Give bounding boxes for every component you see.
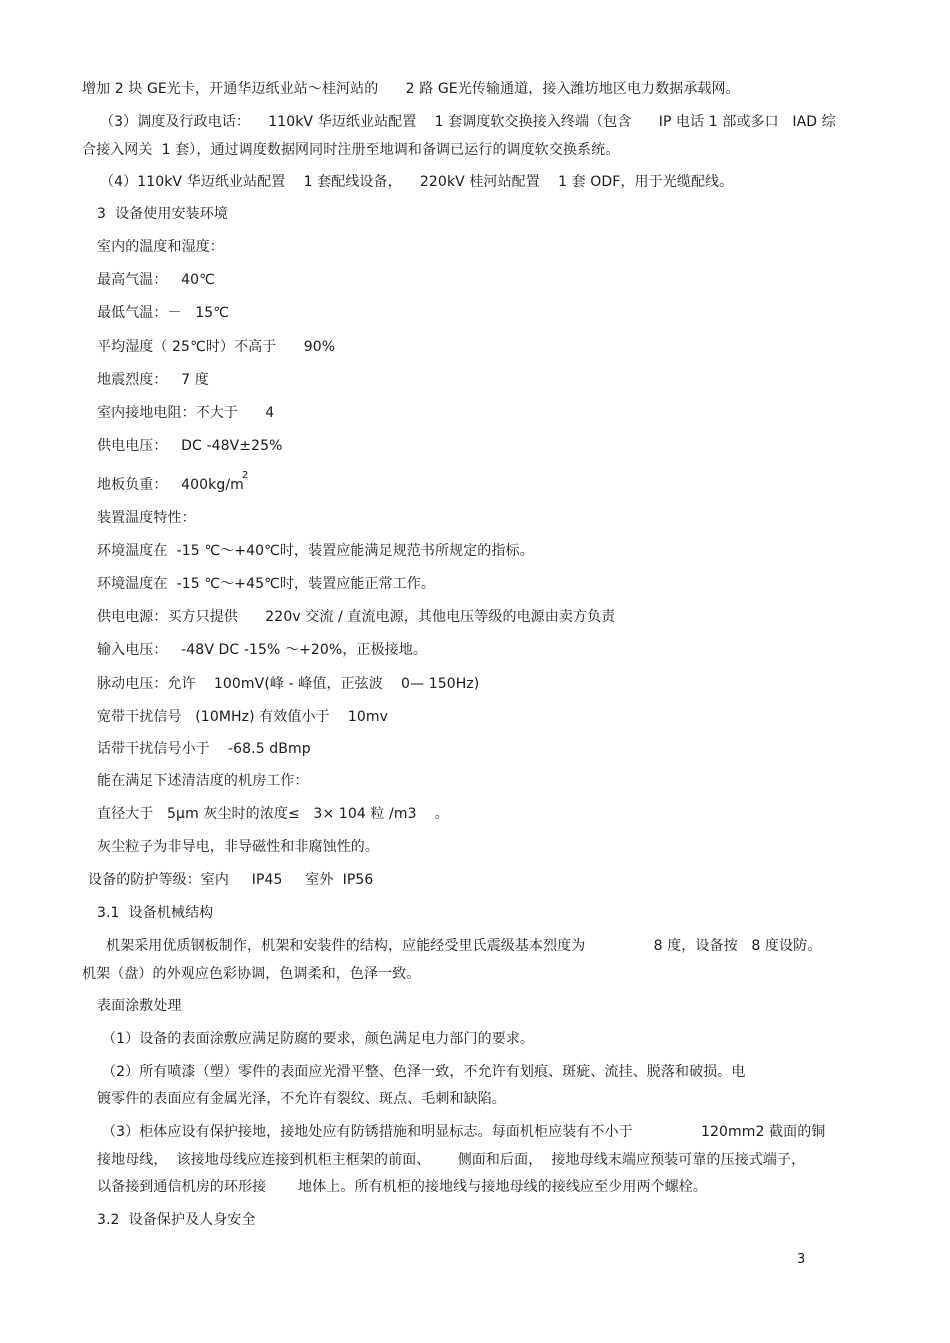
text-line: 以备接到通信机房的环形接 地体上。所有机柜的接地线与接地母线的接线应至少用两个螺栓。 — [97, 1179, 707, 1195]
text-line: 输入电压： -48V DC -15% ～+20%，正极接地。 — [97, 642, 427, 658]
superscript: 2 — [242, 470, 249, 481]
text-line: 平均湿度（ 25℃时）不高于 90% — [97, 339, 336, 355]
text-line: 机架采用优质钢板制作，机架和安装件的结构，应能经受里氏震级基本烈度为 8 度，设备按 8 度设防。 — [106, 938, 822, 954]
section-heading: 3 设备使用安装环境 — [97, 206, 228, 222]
section-heading: 3.2 设备保护及人身安全 — [97, 1212, 256, 1228]
text-line: 装置温度特性： — [97, 510, 196, 526]
text-line: （1）设备的表面涂敷应满足防腐的要求，颜色满足电力部门的要求。 — [102, 1031, 535, 1047]
text-line: （4）110kV 华迈纸业站配置 1 套配线设备， 220kV 桂河站配置 1 套 ODF，用于光缆配线。 — [100, 174, 734, 190]
text-line: 能在满足下述清洁度的机房工作： — [97, 773, 309, 789]
text-line: 室内接地电阻：不大于 4 — [97, 405, 275, 421]
text-line: 接地母线， 该接地母线应连接到机柜主框架的前面、 侧面和后面， 接地母线末端应预装可靠的压接式端子， — [97, 1152, 806, 1168]
page-number: 3 — [797, 1252, 806, 1267]
text-line: （2）所有喷漆（塑）零件的表面应光滑平整、色泽一致，不允许有划痕、斑疵、流挂、脱落和破损。电 — [102, 1064, 746, 1080]
text-line: 地板负重： 400kg/m — [97, 477, 244, 493]
section-heading: 3.1 设备机械结构 — [97, 905, 214, 921]
text-line: 宽带干扰信号 (10MHz) 有效值小于 10mv — [97, 709, 389, 725]
text-line: 最高气温： 40℃ — [97, 272, 215, 288]
text-line: 增加 2 块 GE光卡，开通华迈纸业站～桂河站的 2 路 GE光传输通道，接入潍坊地区电力数据承载网。 — [82, 81, 740, 97]
text-line: 室内的温度和湿度： — [97, 239, 224, 255]
text-line: 表面涂敷处理 — [97, 998, 182, 1014]
text-line: 直径大于 5μm 灰尘时的浓度≤ 3× 104 粒 /m3 。 — [97, 806, 449, 822]
text-line: 镀零件的表面应有金属光泽，不允许有裂纹、斑点、毛刺和缺陷。 — [97, 1091, 506, 1107]
text-line: 合接入网关 1 套），通过调度数据网同时注册至地调和备调已运行的调度软交换系统。 — [82, 142, 620, 158]
text-line: （3）柜体应设有保护接地，接地处应有防锈措施和明显标志。每面机柜应装有不小于 120mm2 截面的铜 — [102, 1124, 826, 1140]
text-line: 地震烈度： 7 度 — [97, 372, 209, 388]
text-line: 话带干扰信号小于 -68.5 dBmp — [97, 741, 311, 757]
text-line: 脉动电压：允许 100mV(峰 - 峰值，正弦波 0— 150Hz) — [97, 676, 480, 692]
text-line: 最低气温：－ 15℃ — [97, 305, 230, 321]
text-line: 设备的防护等级：室内 IP45 室外 IP56 — [88, 872, 374, 888]
text-line: 灰尘粒子为非导电，非导磁性和非腐蚀性的。 — [97, 839, 379, 855]
text-line: 环境温度在 -15 ℃～+40℃时，装置应能满足规范书所规定的指标。 — [97, 543, 534, 559]
text-line: 供电电压： DC -48V±25% — [97, 438, 283, 454]
text-line: 供电电源：买方只提供 220v 交流 / 直流电源，其他电压等级的电源由卖方负责 — [97, 609, 616, 625]
text-line: 环境温度在 -15 ℃～+45℃时，装置应能正常工作。 — [97, 576, 436, 592]
text-line: （3）调度及行政电话： 110kV 华迈纸业站配置 1 套调度软交换接入终端（包含 IP 电话 1 部或多口 IAD 综 — [100, 114, 836, 130]
text-line: 机架（盘）的外观应色彩协调，色调柔和，色泽一致。 — [82, 966, 421, 982]
